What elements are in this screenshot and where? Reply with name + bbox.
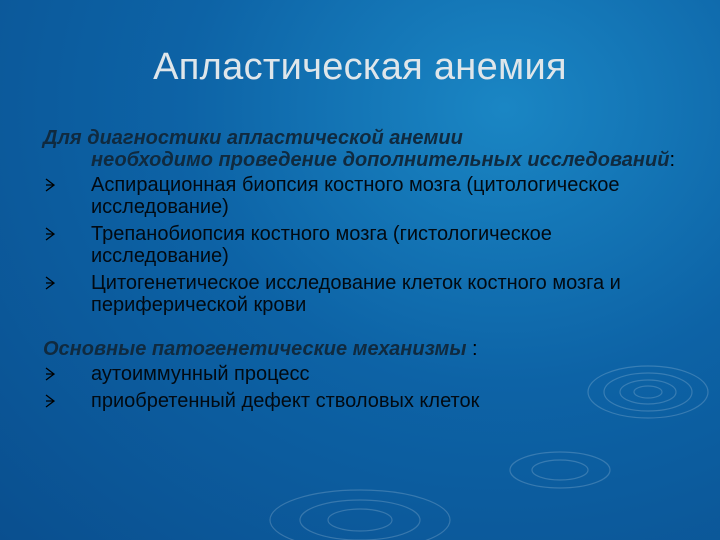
list-item: [43, 272, 683, 316]
list-item-text: аутоиммунный процесс: [91, 363, 310, 385]
heading-colon: :: [669, 149, 675, 171]
heading-continuation: необходимо проведение дополнительных исследований: [91, 149, 670, 171]
arrow-bullet-icon: [45, 227, 55, 241]
list-item-text: приобретенный дефект стволовых клеток: [91, 390, 480, 412]
list-item-text: Трепанобиопсия костного мозга (гистологическое исследование): [91, 223, 552, 267]
arrow-bullet-icon: [45, 394, 55, 408]
heading-line-2: [43, 149, 683, 171]
arrow-bullet-icon: [45, 178, 55, 192]
arrow-bullet-icon: [45, 367, 55, 381]
heading-line-1: Для диагностики апластической анемии: [43, 127, 463, 149]
slide-content: [43, 127, 683, 417]
list-item: [43, 363, 683, 385]
section-mechanisms-heading: [43, 338, 683, 360]
mechanisms-list: [43, 363, 683, 412]
slide-title: Апластическая анемия: [153, 46, 567, 88]
list-item: [43, 390, 683, 412]
section-diagnostics-heading: [43, 127, 683, 171]
list-item: [43, 174, 683, 218]
list-item-text: Цитогенетическое исследование клеток костного мозга и периферической крови: [91, 272, 621, 316]
arrow-bullet-icon: [45, 276, 55, 290]
mechanisms-heading-text: Основные патогенетические механизмы: [43, 338, 467, 360]
section-mechanisms: [43, 338, 683, 412]
list-item: [43, 223, 683, 267]
heading-colon: :: [466, 338, 478, 360]
diagnostics-list: [43, 174, 683, 316]
list-item-text: Аспирационная биопсия костного мозга (цитологическое исследование): [91, 174, 620, 218]
